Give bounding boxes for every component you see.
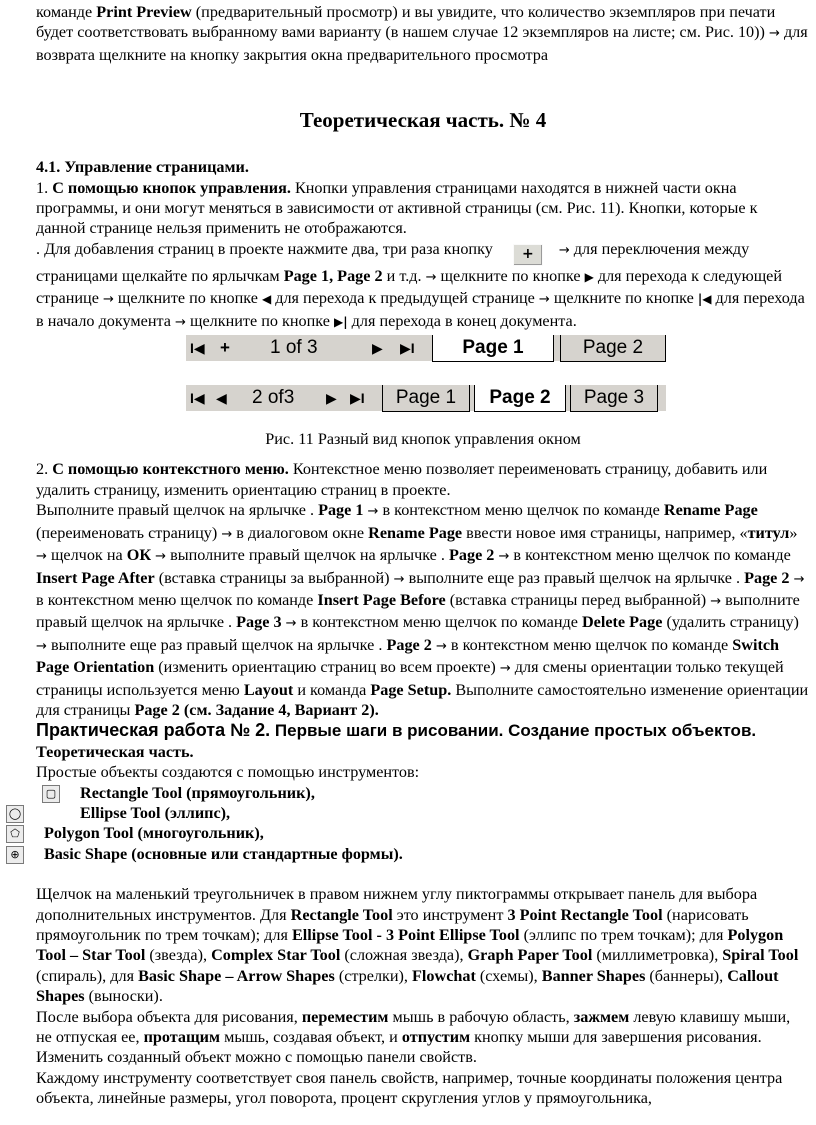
document-page bbox=[8, 2, 810, 1109]
arrow-icon: → bbox=[155, 549, 167, 565]
intro-paragraph bbox=[36, 2, 810, 65]
arrow-icon: → bbox=[393, 571, 405, 587]
arrow-icon: → bbox=[499, 661, 511, 677]
intro-text: см. Рис. 10)) bbox=[679, 23, 769, 42]
tab-page-2[interactable]: Page 2 bbox=[560, 335, 666, 362]
section-title: Теоретическая часть. № 4 bbox=[299, 108, 547, 133]
paragraph-buttons: 1. С помощью кнопок управления. Кнопки управления страницами находятся в нижней части окна программы, и они могут меняться в зависимости от активной страницы (см. Рис. 11). Кнопки, которые к данной странице нельзя применить не отображаются. bbox=[36, 178, 758, 238]
arrow-icon: → bbox=[768, 26, 780, 42]
arrow-icon: → bbox=[367, 504, 379, 520]
first-page-icon: |◀ bbox=[697, 292, 712, 307]
page-nav-bar-1 bbox=[186, 335, 666, 361]
page-counter: 2 of3 bbox=[252, 387, 295, 409]
paragraph-context-steps: Выполните правый щелчок на ярлычке . Page 1 → в контекстном меню щелчок по команде Rename Page (переименовать страницу) → в диалоговом окне Rename Page ввести новое имя страницы, например, «титул» → щелчок на ОК → выполните правый щелчок на ярлычке . Page 2 → в контекстном меню щелчок по команде Insert Page After (вставка страницы за выбранной) → выполните еще раз правый щелчок на ярлычке . Page 2 → в контекстном меню щелчок по команде Insert Page Before (вставка страницы перед выбранной) → выполните правый щелчок на ярлычке . Page 3 → в контекстном меню щелчок по команде Delete Page (удалить страницу) → выполните еще раз правый щелчок на ярлычке . Page 2 → в контекстном меню щелчок по команде Switch Page Orientation (изменить ориентацию страниц во всем проекте) → для смены ориентации только текущей страницы используется меню Layout и команда Page Setup. Выполните самостоятельно изменение ориентации для страницы Page 2 (см. Задание 4, Вариант 2). bbox=[36, 501, 809, 719]
tools-intro: Простые объекты создаются с помощью инструментов: bbox=[36, 763, 420, 782]
next-page-icon: ▶ bbox=[584, 269, 594, 284]
arrow-icon: → bbox=[36, 549, 47, 565]
tool-ellipse: ◯ Ellipse Tool (эллипс), bbox=[36, 803, 810, 823]
next-page-button[interactable]: ▶ bbox=[326, 390, 337, 407]
polygon-tool-icon: ⬠ bbox=[6, 825, 24, 843]
arrow-icon: → bbox=[221, 526, 233, 542]
add-page-button[interactable]: + bbox=[220, 338, 230, 358]
page-counter: 1 of 3 bbox=[270, 337, 318, 359]
ellipse-tool-icon: ◯ bbox=[6, 805, 24, 823]
arrow-icon: → bbox=[498, 549, 510, 565]
arrow-icon: → bbox=[710, 593, 722, 609]
paragraph-drawing-steps: После выбора объекта для рисования, переместим мышь в рабочую область, зажмем левую клавишу мыши, не отпуская ее, протащим мышь, создавая объект, и отпустим кнопку мыши для завершения рисования. Изменить созданный объект можно с помощью панели свойств. bbox=[36, 1007, 791, 1067]
tab-page-1[interactable]: Page 1 bbox=[432, 335, 554, 362]
last-page-button[interactable]: ▶I bbox=[350, 390, 365, 407]
heading-4-1: 4.1. Управление страницами. bbox=[36, 158, 249, 177]
tool-rectangle: ▢ Rectangle Tool (прямоугольник), bbox=[36, 783, 810, 803]
tool-basic-shape: ⊕ Basic Shape (основные или стандартные формы). bbox=[36, 844, 810, 864]
paragraph-property-bar: Каждому инструменту соответствует своя панель свойств, например, точные координаты положения центра объекта, линейные размеры, угол поворота, процент скругления углов у прямоугольника, bbox=[36, 1068, 783, 1108]
add-page-icon: + bbox=[513, 244, 543, 266]
intro-text: для возврата щелкните на кнопку закрытия окна предварительного просмотра bbox=[36, 23, 808, 64]
next-page-button[interactable]: ▶ bbox=[372, 340, 383, 357]
prev-page-icon: ◀ bbox=[261, 292, 272, 307]
last-page-button[interactable]: ▶I bbox=[400, 340, 415, 357]
rectangle-tool-icon: ▢ bbox=[42, 785, 60, 803]
practice-heading: Практическая работа № 2. Первые шаги в рисовании. Создание простых объектов. bbox=[36, 720, 757, 741]
intro-bold: Print Preview bbox=[96, 3, 192, 21]
paragraph-context-menu: 2. С помощью контекстного меню. Контекстное меню позволяет переименовать страницу, добавить или удалить страницу, изменить ориентацию страниц в проекте. bbox=[36, 460, 768, 499]
arrow-icon: → bbox=[558, 242, 570, 258]
paragraph-page-nav: . Для добавления страниц в проекте нажмите два, три раза кнопку + → для переключения между страницами щелкайте по ярлычкам Page 1, Page 2 и т.д. → щелкните по кнопке ▶ для перехода к следующей странице → щелкните по кнопке ◀ для перехода к предыдущей странице → щелкните по кнопке |◀ для перехода в начало документа → щелкните по кнопке ▶| для перехода в конец документа. bbox=[36, 239, 805, 330]
prev-page-button[interactable]: ◀ bbox=[216, 390, 227, 407]
paragraph-additional-tools: Щелчок на маленький треугольничек в правом нижнем углу пиктограммы открывает панель для выбора дополнительных инструментов. Для Rectangle Tool это инструмент 3 Point Rectangle Tool (нарисовать прямоугольник по трем точкам); для Ellipse Tool - 3 Point Ellipse Tool (эллипс по трем точкам); для Polygon Tool – Star Tool (звезда), Complex Star Tool (сложная звезда), Graph Paper Tool (миллиметровка), Spiral Tool (спираль), для Basic Shape – Arrow Shapes (стрелки), Flowchat (схемы), Banner Shapes (баннеры), Callout Shapes (выноски). bbox=[36, 885, 799, 1006]
tab-page-1[interactable]: Page 1 bbox=[382, 385, 470, 412]
intro-text: (предварительный просмотр) и вы увидите, что количество экземпляров при bbox=[191, 3, 726, 21]
arrow-icon: → bbox=[36, 638, 47, 654]
arrow-icon: → bbox=[435, 638, 447, 654]
arrow-icon: → bbox=[793, 571, 805, 587]
page-nav-bar-2 bbox=[186, 385, 666, 411]
tool-polygon: ⬠ Polygon Tool (многоугольник), bbox=[36, 823, 810, 843]
last-page-icon: ▶| bbox=[334, 314, 348, 329]
arrow-icon: → bbox=[102, 292, 114, 308]
tab-page-3[interactable]: Page 3 bbox=[570, 385, 658, 412]
arrow-icon: → bbox=[285, 616, 297, 632]
intro-text: печати будет соответствовать выбранному вами варианту (в нашем случае 12 экземпляров на листе; bbox=[36, 3, 776, 42]
tab-page-2[interactable]: Page 2 bbox=[474, 385, 566, 412]
practice-theory-heading: Теоретическая часть. bbox=[36, 742, 194, 761]
basic-shape-tool-icon: ⊕ bbox=[6, 846, 24, 864]
arrow-icon: → bbox=[175, 314, 186, 330]
arrow-icon: → bbox=[425, 269, 437, 285]
figure-caption: Рис. 11 Разный вид кнопок управления окном bbox=[265, 430, 581, 449]
intro-text: команде bbox=[36, 3, 97, 21]
first-page-button[interactable]: I◀ bbox=[190, 390, 205, 407]
arrow-icon: → bbox=[538, 292, 550, 308]
first-page-button[interactable]: I◀ bbox=[190, 340, 205, 357]
